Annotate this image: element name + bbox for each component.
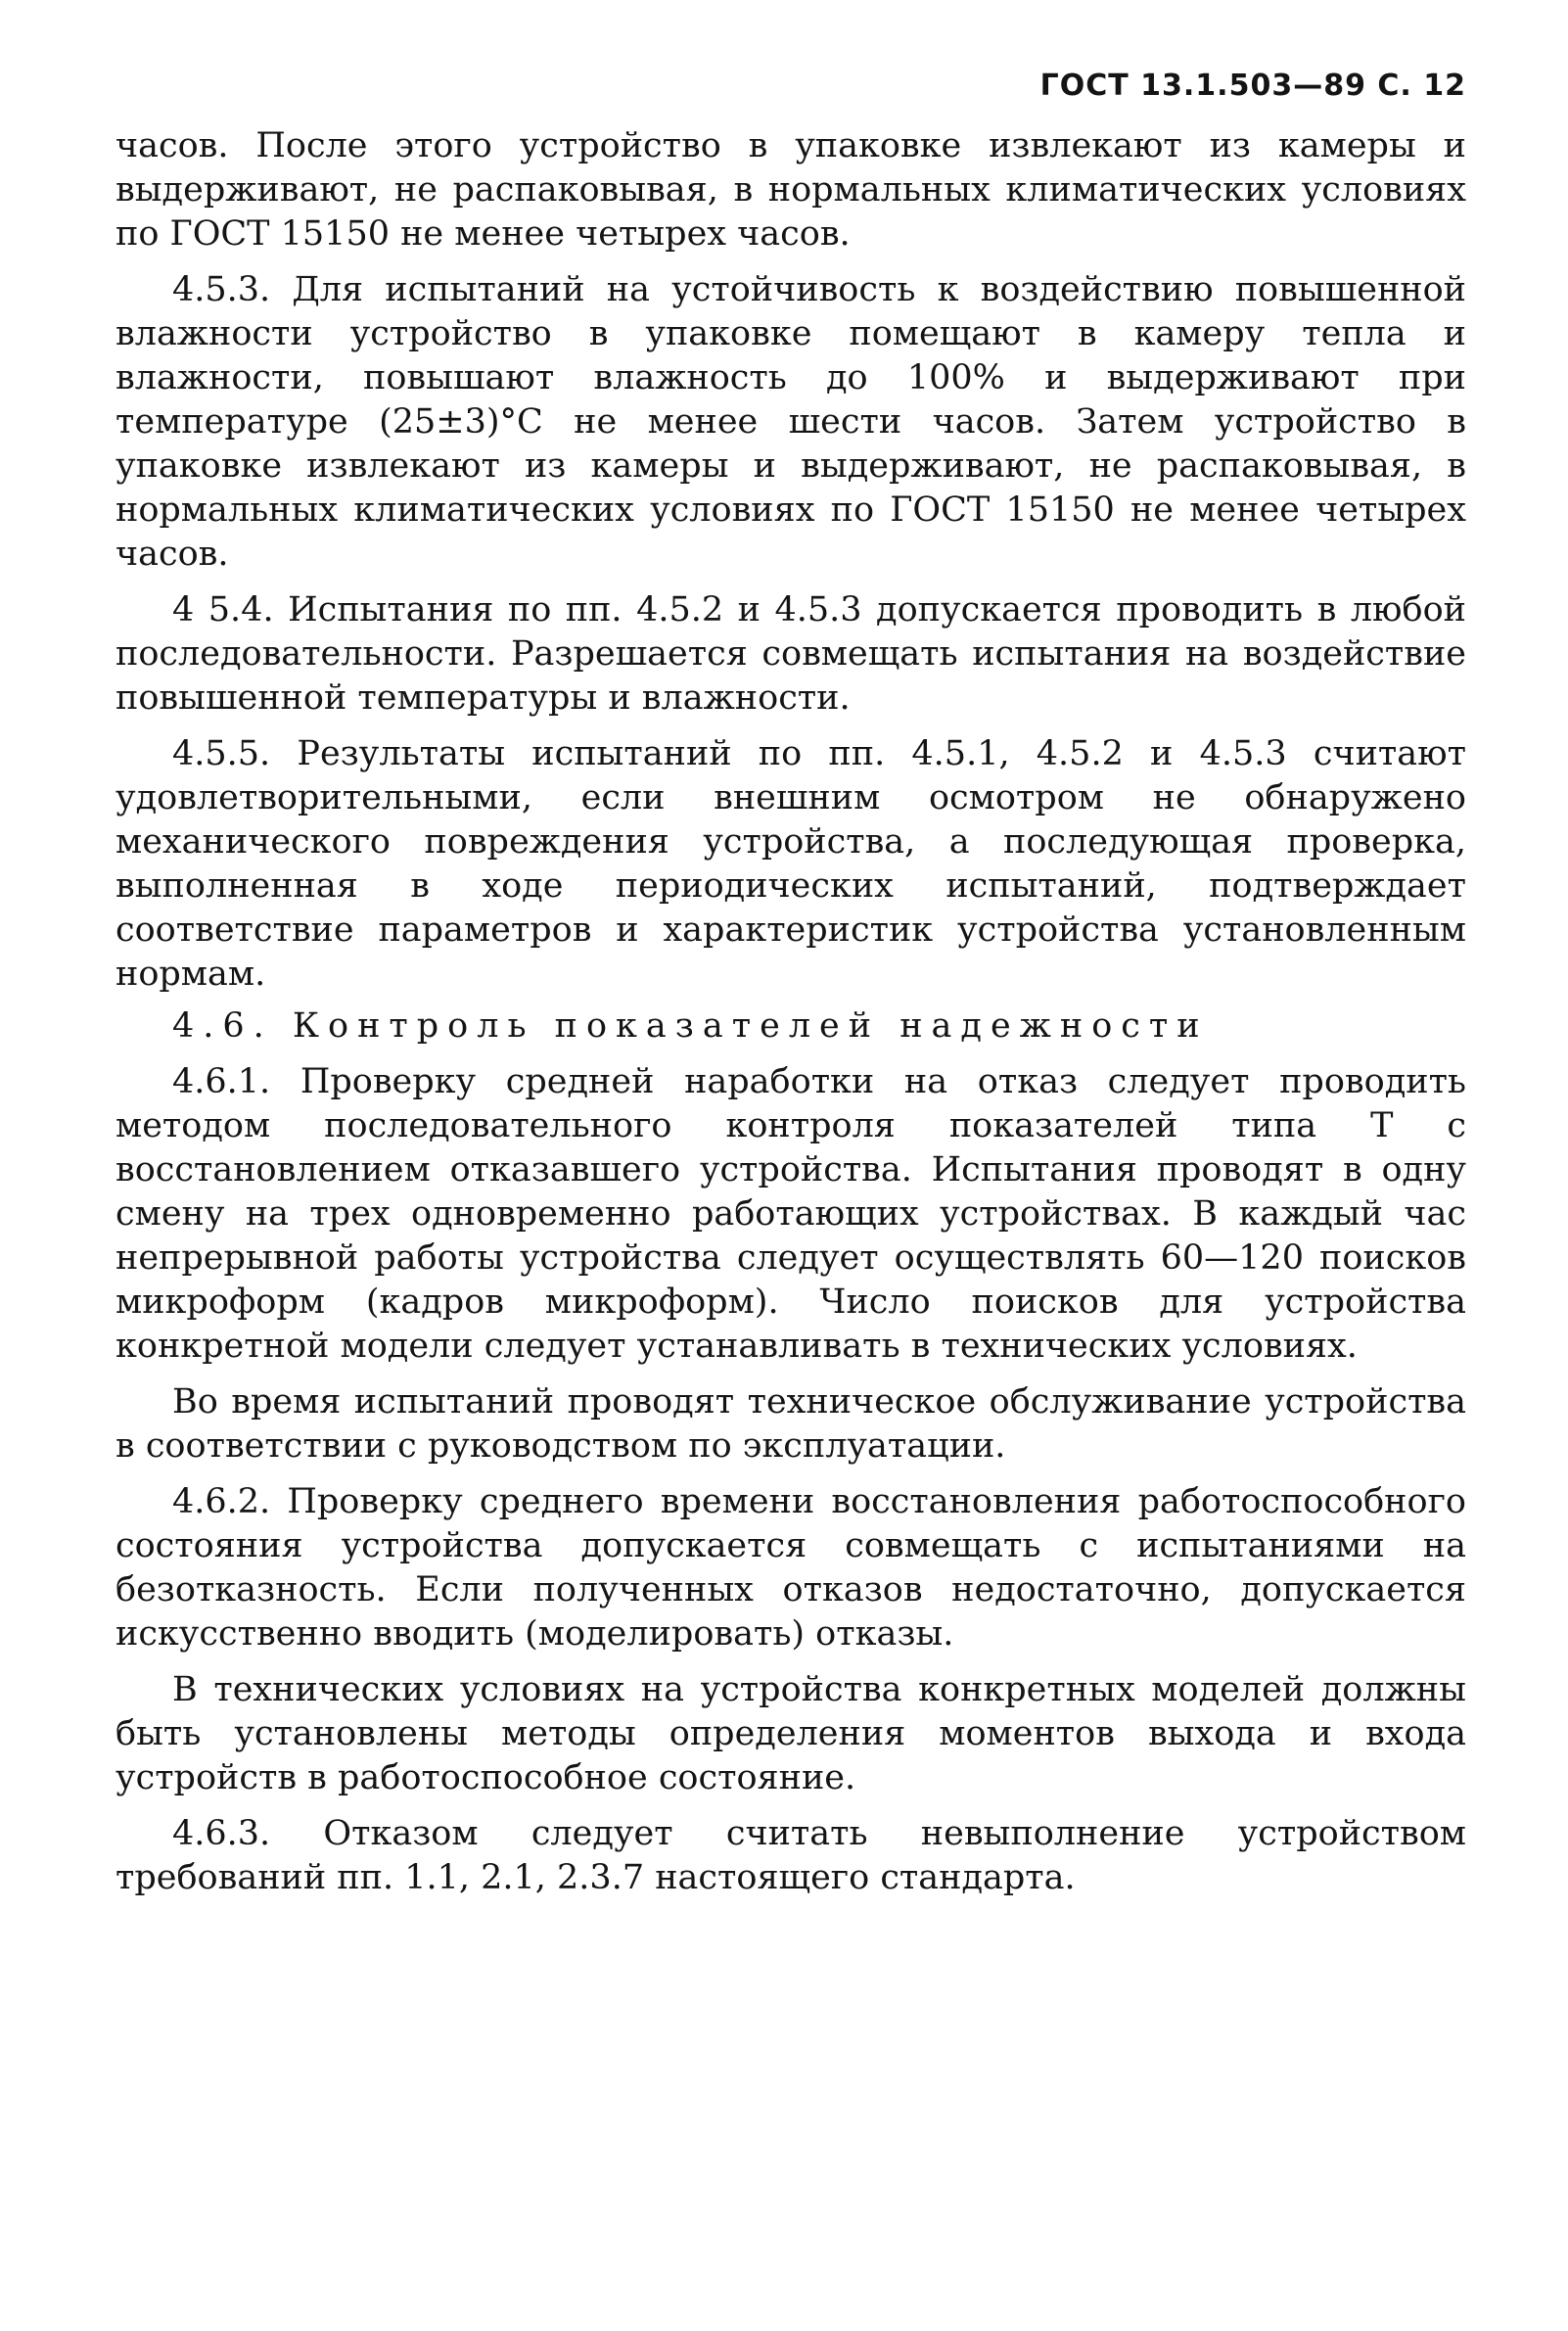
document-page [115,69,1466,1900]
paragraph-maintenance: Во время испытаний проводят техническое обслуживание устройства в соответствии с руководством по эксплуатации. [115,1382,1466,1466]
paragraph-4-6-1: 4.6.1. Проверку средней наработки на отказ следует проводить методом последовательного контроля показателей типа Т с восстановлением отказавшего устройства. Испытания проводят в одну смену на трех одновременно работающих устройствах. В каждый час непрерывной работы устройства следует осуществлять 60—120 поисков микроформ (кадров микроформ). Число поисков для устройства конкретной модели следует устанавливать в технических условиях. [115,1062,1466,1366]
paragraph-continuation: часов. После этого устройство в упаковке извлекают из камеры и выдерживают, не распаковывая, в нормальных климатических условиях по ГОСТ 15150 не менее четырех часов. [115,126,1466,254]
section-heading-4-6: 4.6. Контроль показателей надежности [172,1006,1209,1046]
paragraph-4-6-2: 4.6.2. Проверку среднего времени восстановления работоспособного состояния устройства допускается совмещать с испытаниями на безотказность. Если полученных отказов недостаточно, допускается искусственно вводить (моделировать) отказы. [115,1482,1466,1654]
running-header: ГОСТ 13.1.503—89 С. 12 [1039,69,1466,103]
paragraph-4-5-4: 4 5.4. Испытания по пп. 4.5.2 и 4.5.3 допускается проводить в любой последовательности. Разрешается совмещать испытания на воздействие повышенной температуры и влажности. [115,590,1466,718]
paragraph-4-5-5: 4.5.5. Результаты испытаний по пп. 4.5.1, 4.5.2 и 4.5.3 считают удовлетворительными, если внешним осмотром не обнаружено механического повреждения устройства, а последующая проверка, выполненная в ходе периодических испытаний, подтверждает соответствие параметров и характеристик устройства установленным нормам. [115,734,1466,994]
paragraph-technical-conditions: В технических условиях на устройства конкретных моделей должны быть установлены методы определения моментов выхода и входа устройств в работоспособное состояние. [115,1670,1466,1797]
paragraph-4-5-3: 4.5.3. Для испытаний на устойчивость к воздействию повышенной влажности устройство в упаковке помещают в камеру тепла и влажности, повышают влажность до 100% и выдерживают при температуре (25±3)°С не менее шести часов. Затем устройство в упаковке извлекают из камеры и выдерживают, не распаковывая, в нормальных климатических условиях по ГОСТ 15150 не менее четырех часов. [115,270,1466,574]
paragraph-4-6-3: 4.6.3. Отказом следует считать невыполнение устройством требований пп. 1.1, 2.1, 2.3.7 настоящего стандарта. [115,1814,1466,1897]
